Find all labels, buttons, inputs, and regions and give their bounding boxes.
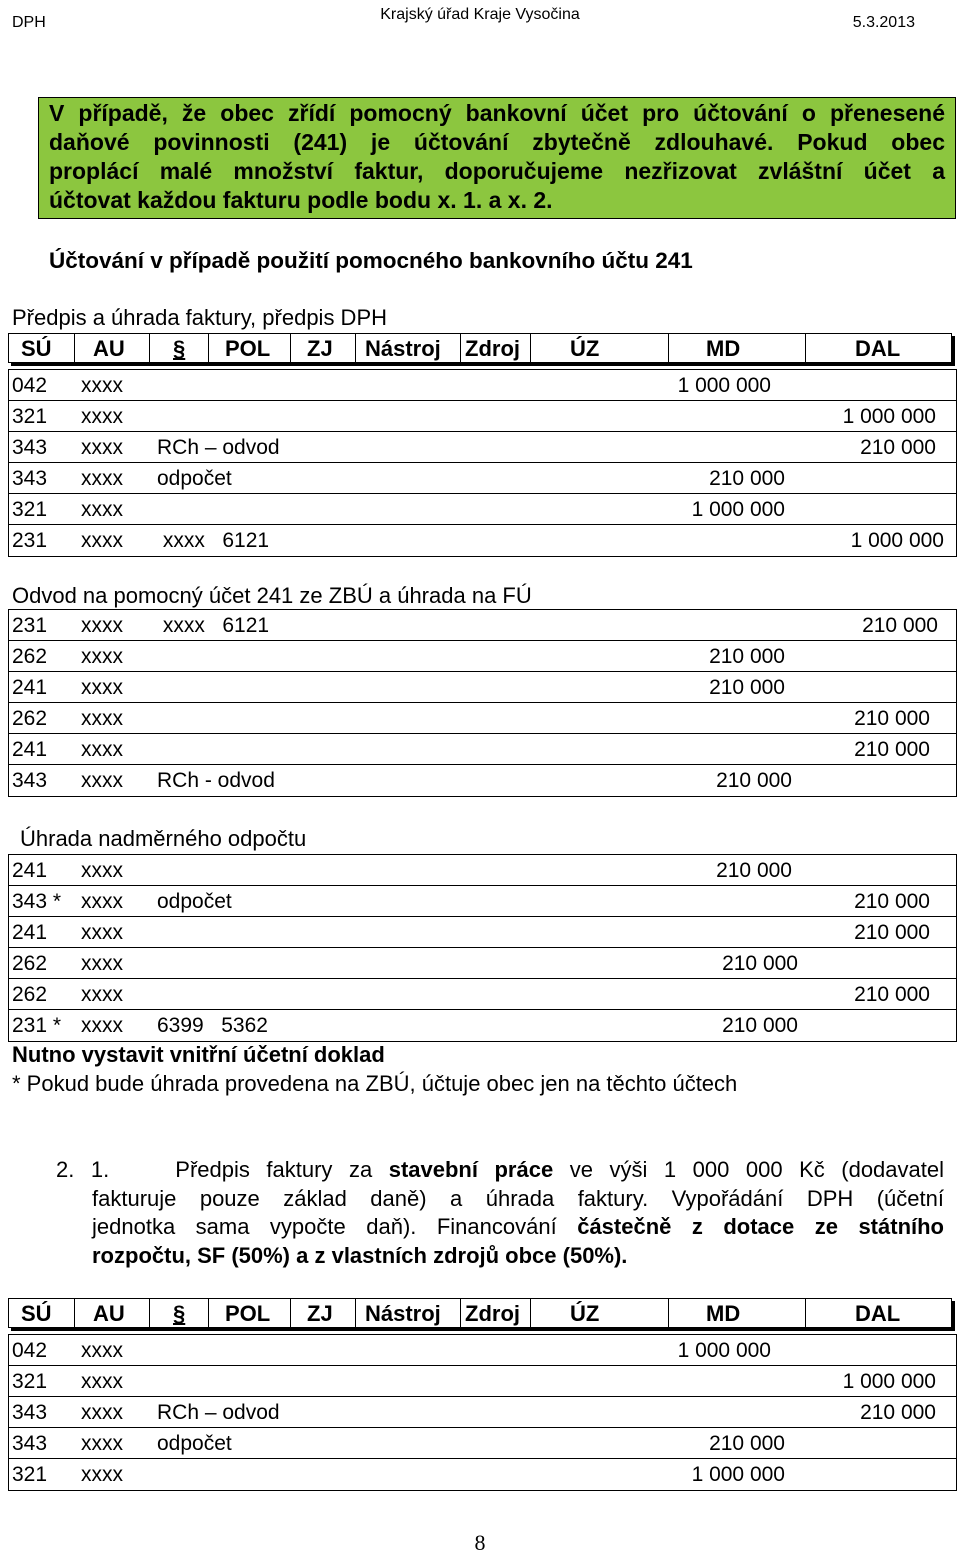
table-row: 343 xxxx odpočet 210 000 [9,1428,956,1459]
page-header [0,0,960,40]
header-left: DPH [12,14,46,31]
col-su: SÚ [21,336,52,361]
zbu-footnote: * Pokud bude úhrada provedena na ZBÚ, účtuje obec jen na těchto účtech [12,1071,738,1096]
paragraph-line: rozpočtu, SF (50%) a z vlastních zdrojů obce (50%). [92,1242,628,1268]
col-dal: DAL [855,1301,901,1326]
page-number: 8 [474,1530,486,1555]
table-row: 262 xxxx 210 000 [9,703,956,734]
table-row: 231 xxxx xxxx 6121 210 000 [9,610,956,641]
table-row: 262 xxxx 210 000 [9,948,956,979]
table-block1 [8,369,957,557]
table-row: 241 xxxx 210 000 [9,917,956,948]
table-row: 343 xxxx RCh – odvod 210 000 [9,1397,956,1428]
block1-caption: Předpis a úhrada faktury, předpis DPH [12,305,387,330]
col-dal: DAL [855,336,901,361]
table-row: 262 xxxx 210 000 [9,979,956,1010]
item-2-1-paragraph [56,1156,944,1270]
col-zj: ZJ [307,1301,333,1326]
header-date: 5.3.2013 [852,14,915,31]
table-row: 241 xxxx 210 000 [9,734,956,765]
notice-line: účtovat každou fakturu podle bodu x. 1. a x. 2. [49,187,553,213]
table-row: 343 * xxxx odpočet 210 000 [9,886,956,917]
col-pol: POL [225,336,271,361]
notice-line: daňové povinnosti (241) je účtování zbytečně zdlouhavé. Pokud obec [49,129,945,155]
table-row: 042 xxxx 1 000 000 [9,1335,956,1366]
table-row: 321 xxxx 1 000 000 [9,401,956,432]
table-block3 [8,854,957,1042]
table-block4 [8,1334,957,1491]
table-row: 343 xxxx RCh - odvod 210 000 [12,769,792,792]
header-center: Krajský úřad Kraje Vysočina [380,6,580,23]
table-row: 262 xxxx 210 000 [9,641,956,672]
col-nastroj: Nástroj [365,336,441,361]
table-row: 231 * xxxx 6399 5362 210 000 [12,1014,798,1037]
table-row: 343 xxxx odpočet 210 000 [9,463,956,494]
table-row: 241 xxxx 210 000 [9,672,956,703]
col-au: AU [93,1301,125,1326]
table-row: 042 xxxx 1 000 000 [9,370,956,401]
col-md: MD [706,1301,741,1326]
table-header-1 [8,333,952,363]
item-number: 2. 1. [56,1157,110,1182]
block2-caption: Odvod na pomocný účet 241 ze ZBÚ a úhrada na FÚ [12,583,532,608]
col-zj: ZJ [307,336,333,361]
notice-line: proplácí malé množství faktur, doporučujeme nezřizovat zvláštní účet a [49,158,945,184]
table-row: 343 xxxx RCh – odvod 210 000 [9,432,956,463]
paragraph-line: jednotka sama vypočte daň). Financování částečně z dotace ze státního [92,1214,944,1239]
paragraph-line: fakturuje pouze základ daně) a úhrada faktury. Vypořádání DPH (účetní [92,1185,944,1211]
col-zdroj: Zdroj [465,336,520,361]
table-row: 241 xxxx 210 000 [9,855,956,886]
col-md: MD [706,336,741,361]
notice-line: V případě, že obec zřídí pomocný bankovní účet pro účtování o přenesené [49,100,945,126]
col-uz: ÚZ [570,1301,600,1326]
paragraph-line: 2. 1. Předpis faktury za stavební práce ve výši 1 000 000 Kč (dodavatel [56,1157,944,1182]
table-row: 321 xxxx 1 000 000 [12,1463,785,1486]
table-row: 321 xxxx 1 000 000 [9,494,956,525]
col-su: SÚ [21,1301,52,1326]
table-row: 231 xxxx xxxx 6121 1 000 000 [12,529,944,552]
col-paragraph: § [173,336,186,361]
col-zdroj: Zdroj [465,1301,520,1326]
notice-box [38,97,956,219]
table-header-2 [8,1298,952,1328]
col-nastroj: Nástroj [365,1301,441,1326]
col-pol: POL [225,1301,271,1326]
block3-caption: Úhrada nadměrného odpočtu [20,826,307,851]
section-heading: Účtování v případě použití pomocného bankovního účtu 241 [49,248,693,273]
col-paragraph: § [173,1301,186,1326]
col-uz: ÚZ [570,336,600,361]
internal-document-note: Nutno vystavit vnitřní účetní doklad [12,1042,385,1067]
table-block2 [8,609,957,797]
table-row: 321 xxxx 1 000 000 [9,1366,956,1397]
col-au: AU [93,336,125,361]
